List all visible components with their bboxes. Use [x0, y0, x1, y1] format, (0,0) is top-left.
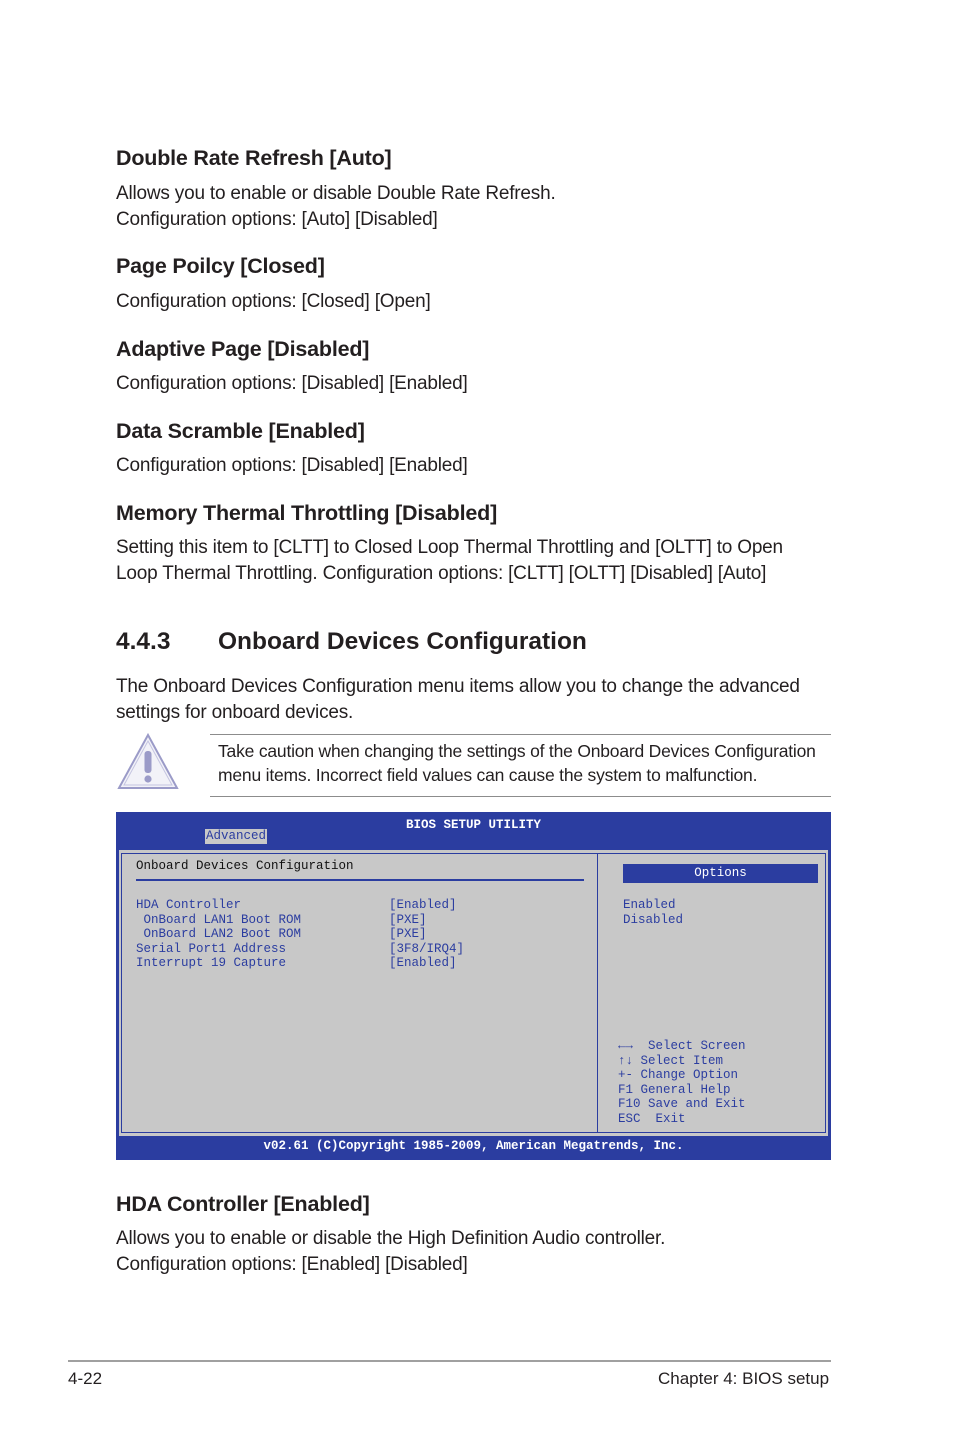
bios-item-value[interactable]: [3F8/IRQ4] [389, 941, 465, 956]
bios-tab-advanced[interactable]: Advanced [206, 829, 267, 843]
bios-item-value[interactable]: [Enabled] [389, 898, 457, 912]
bios-item-hda-controller[interactable]: HDA Controller [136, 898, 242, 912]
bios-title: BIOS SETUP UTILITY [405, 818, 542, 832]
bios-item-lan1-boot-rom[interactable]: OnBoard LAN1 Boot ROM [136, 912, 302, 927]
caution-line: menu items. Incorrect field values can cause the system to malfunction. [218, 765, 758, 785]
intro-text: settings for onboard devices. [116, 702, 354, 723]
bios-key-hint [618, 1068, 738, 1083]
key-desc: General Help [633, 1082, 731, 1097]
section-number: 4.4.3 [116, 628, 171, 655]
section-title: Onboard Devices Configuration [218, 628, 587, 655]
bios-key-hint [618, 1083, 731, 1098]
body-text: Configuration options: [Disabled] [Enabled] [116, 455, 468, 476]
key-desc: Change Option [633, 1068, 739, 1082]
arrow-up-down-icon: ↑↓ [618, 1053, 634, 1068]
key-label: +- [618, 1068, 634, 1082]
body-text: Configuration options: [Closed] [Open] [116, 291, 431, 312]
body-text: Loop Thermal Throttling. Configuration options: [CLTT] [OLTT] [Disabled] [Auto] [116, 563, 767, 584]
key-label: F10 [618, 1097, 641, 1111]
bios-key-hint [618, 1112, 686, 1127]
heading-memory-thermal-throttling: Memory Thermal Throttling [Disabled] [116, 501, 498, 525]
bios-screen [116, 812, 831, 1160]
body-text: Configuration options: [Auto] [Disabled] [116, 209, 438, 230]
bios-divider [597, 853, 598, 1133]
page-number: 4-22 [68, 1369, 103, 1388]
arrow-left-right-icon: ←→ [618, 1039, 634, 1053]
bios-section-rule [136, 879, 584, 881]
key-desc: Select Item [633, 1053, 724, 1068]
heading-double-rate-refresh: Double Rate Refresh [Auto] [116, 146, 392, 170]
caution-line: Take caution when changing the settings of the Onboard Devices Configuration [218, 741, 816, 761]
body-text: Allows you to enable or disable Double Rate Refresh. [116, 183, 556, 204]
bios-options-header: Options [623, 864, 818, 883]
bios-item-value[interactable]: [PXE] [389, 927, 427, 941]
bios-panel [119, 850, 828, 1136]
body-text: Allows you to enable or disable the High Definition Audio controller. [116, 1228, 666, 1249]
body-text: Setting this item to [CLTT] to Closed Loop Thermal Throttling and [OLTT] to Open [116, 537, 783, 558]
body-text: Configuration options: [Enabled] [Disabled] [116, 1254, 468, 1275]
key-desc: Save and Exit [640, 1097, 746, 1111]
heading-page-policy: Page Poilcy [Closed] [116, 254, 325, 278]
caution-text [218, 739, 830, 787]
bios-copyright: v02.61 (C)Copyright 1985-2009, American Megatrends, Inc. [263, 1139, 684, 1153]
body-text: Configuration options: [Disabled] [Enabled] [116, 373, 468, 394]
section-heading [116, 628, 587, 656]
bios-item-interrupt19[interactable]: Interrupt 19 Capture [136, 956, 287, 970]
bios-item-serial-port1[interactable]: Serial Port1 Address [136, 941, 287, 956]
bios-item-lan2-boot-rom[interactable]: OnBoard LAN2 Boot ROM [136, 927, 302, 941]
heading-hda-controller: HDA Controller [Enabled] [116, 1192, 370, 1216]
key-desc: Select Screen [633, 1039, 746, 1053]
bios-key-hint [618, 1097, 746, 1112]
heading-data-scramble: Data Scramble [Enabled] [116, 419, 365, 443]
bios-option-enabled[interactable]: Enabled [623, 898, 676, 912]
bios-key-hint [618, 1054, 723, 1069]
heading-adaptive-page: Adaptive Page [Disabled] [116, 337, 370, 361]
key-desc: Exit [640, 1111, 686, 1126]
key-label: ESC [618, 1111, 641, 1126]
bios-section-title: Onboard Devices Configuration [136, 859, 354, 873]
warning-triangle-icon [116, 731, 180, 791]
note-bottom-rule [210, 796, 831, 797]
bios-item-value[interactable]: [Enabled] [389, 956, 457, 970]
bios-key-hint [618, 1039, 746, 1054]
chapter-title: Chapter 4: BIOS setup [658, 1369, 830, 1388]
key-label: F1 [618, 1082, 634, 1097]
bios-item-value[interactable]: [PXE] [389, 912, 427, 927]
intro-text: The Onboard Devices Configuration menu items allow you to change the advanced [116, 676, 800, 697]
bios-option-disabled[interactable]: Disabled [623, 912, 684, 927]
note-top-rule [210, 734, 831, 735]
footer-rule [68, 1360, 831, 1362]
